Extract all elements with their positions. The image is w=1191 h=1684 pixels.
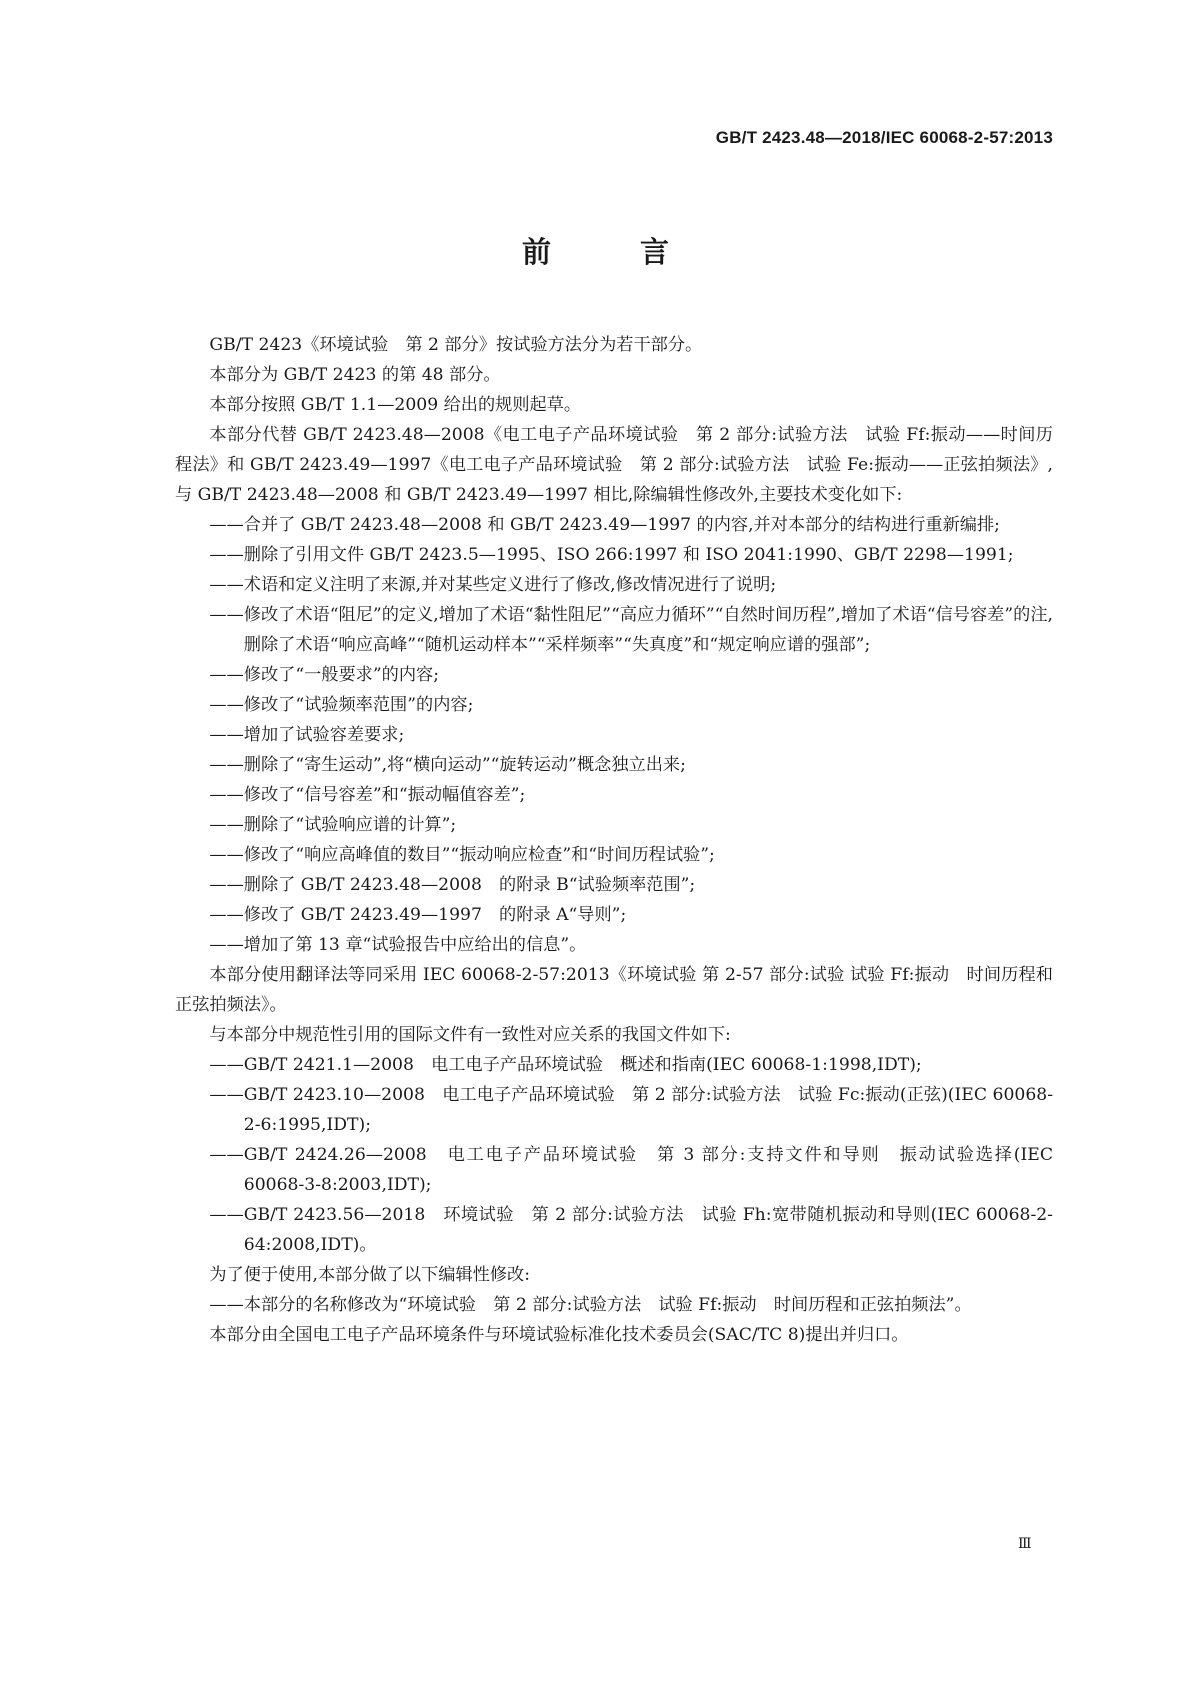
list-item: ——GB/T 2424.26—2008 电工电子产品环境试验 第 3 部分:支持文件和导则 振动试验选择(IEC 60068-3-8:2003,IDT); xyxy=(209,1145,1053,1195)
list-item: ——GB/T 2423.56—2018 环境试验 第 2 部分:试验方法 试验 Fh:宽带随机振动和导则(IEC 60068-2-64:2008,IDT)。 xyxy=(209,1205,1053,1255)
document-body xyxy=(175,330,1053,1350)
list-item: ——修改了术语“阻尼”的定义,增加了术语“黏性阻尼”“高应力循环”“自然时间历程”,增加了术语“信号容差”的注,删除了术语“响应高峰”“随机运动样本”“采样频率”“失真度”和“规定响应谱的强部”; xyxy=(209,605,1053,655)
references-list xyxy=(175,1050,1053,1260)
list-item: ——增加了试验容差要求; xyxy=(209,725,405,745)
list-item: ——删除了引用文件 GB/T 2423.5—1995、ISO 266:1997 和 ISO 2041:1990、GB/T 2298—1991; xyxy=(209,545,1014,565)
list-item: ——合并了 GB/T 2423.48—2008 和 GB/T 2423.49—1997 的内容,并对本部分的结构进行重新编排; xyxy=(209,515,1000,535)
list-item: ——修改了 GB/T 2423.49—1997 的附录 A“导则”; xyxy=(209,905,627,925)
standard-number-header: GB/T 2423.48—2018/IEC 60068-2-57:2013 xyxy=(715,128,1053,147)
page-number: Ⅲ xyxy=(1018,1536,1032,1552)
list-item: ——删除了“试验响应谱的计算”; xyxy=(209,815,457,835)
editorial-list xyxy=(175,1290,1053,1320)
paragraph-drafting-rules: 本部分按照 GB/T 1.1—2009 给出的规则起草。 xyxy=(209,395,582,415)
paragraph-editorial: 为了便于使用,本部分做了以下编辑性修改: xyxy=(209,1265,531,1285)
list-item: ——修改了“一般要求”的内容; xyxy=(209,665,440,685)
list-item: ——修改了“信号容差”和“振动幅值容差”; xyxy=(209,785,526,805)
list-item: ——删除了“寄生运动”,将“横向运动”“旋转运动”概念独立出来; xyxy=(209,755,686,775)
list-item: ——修改了“试验频率范围”的内容; xyxy=(209,695,474,715)
paragraph-series: GB/T 2423《环境试验 第 2 部分》按试验方法分为若干部分。 xyxy=(209,335,703,355)
changes-list xyxy=(175,510,1053,960)
paragraph-translation: 本部分使用翻译法等同采用 IEC 60068-2-57:2013《环境试验 第 2-57 部分:试验 试验 Ff:振动 时间历程和正弦拍频法》。 xyxy=(175,965,1053,1015)
paragraph-closing: 本部分由全国电工电子产品环境条件与环境试验标准化技术委员会(SAC/TC 8)提出并归口。 xyxy=(209,1325,909,1345)
list-item: ——GB/T 2421.1—2008 电工电子产品环境试验 概述和指南(IEC 60068-1:1998,IDT); xyxy=(209,1055,922,1075)
paragraph-replaces: 本部分代替 GB/T 2423.48—2008《电工电子产品环境试验 第 2 部分:试验方法 试验 Ff:振动——时间历程法》和 GB/T 2423.49—1997《电工电子产品环境试验 第 2 部分:试验方法 试验 Fe:振动——正弦拍频法》,与 GB/T 2423.48—2008 和 GB/T 2423.49—1997 相比,除编辑性修改外,主要技术变化如下: xyxy=(175,425,1053,505)
list-item: ——术语和定义注明了来源,并对某些定义进行了修改,修改情况进行了说明; xyxy=(209,575,777,595)
page-title: 前 言 xyxy=(521,235,699,269)
list-item: ——GB/T 2423.10—2008 电工电子产品环境试验 第 2 部分:试验方法 试验 Fc:振动(正弦)(IEC 60068-2-6:1995,IDT); xyxy=(209,1085,1053,1135)
list-item: ——本部分的名称修改为“环境试验 第 2 部分:试验方法 试验 Ff:振动 时间历程和正弦拍频法”。 xyxy=(209,1295,972,1315)
list-item: ——删除了 GB/T 2423.48—2008 的附录 B“试验频率范围”; xyxy=(209,875,696,895)
paragraph-correspondence: 与本部分中规范性引用的国际文件有一致性对应关系的我国文件如下: xyxy=(209,1025,731,1045)
list-item: ——修改了“响应高峰值的数目”“振动响应检查”和“时间历程试验”; xyxy=(209,845,715,865)
list-item: ——增加了第 13 章“试验报告中应给出的信息”。 xyxy=(209,935,587,955)
paragraph-part: 本部分为 GB/T 2423 的第 48 部分。 xyxy=(209,365,501,385)
